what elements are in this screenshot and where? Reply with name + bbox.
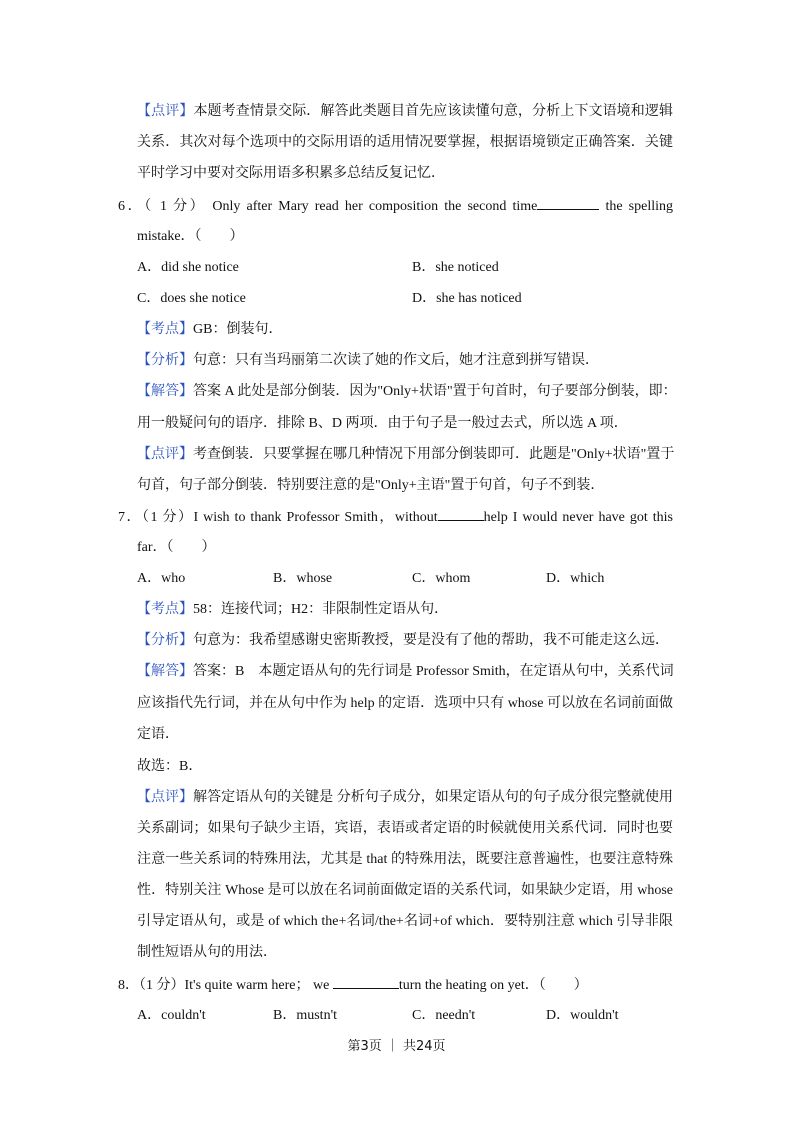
solution: 【解答】答案：B 本题定语从句的先行词是 Professor Smith，在定语从句中，关系代词 (137, 664, 674, 679)
line: 【点评】本题考查情景交际．解答此类题目首先应该读懂句意，分析上下文语境和逻辑 (137, 104, 674, 119)
knowledge-point: 【考点】58：连接代词；H2：非限制性定语从句． (137, 602, 449, 617)
option-a: A．who (137, 571, 186, 586)
solution-cont: 定语． (137, 727, 179, 742)
option-c: C．does she notice (137, 291, 246, 306)
option-a: A．couldn't (137, 1008, 206, 1023)
question-stem-cont: far．（ ） (137, 540, 216, 555)
option-d: D．which (546, 571, 605, 586)
question-stem: 8．（1 分）It's quite warm here； we turn the heating on yet．（ ） (118, 974, 673, 996)
review-cont: 制性短语从句的用法． (137, 945, 277, 960)
question-stem-cont: mistake．（ ） (137, 229, 244, 244)
analysis: 【分析】句意：只有当玛丽第二次读了她的作文后，她才注意到拼写错误． (137, 353, 599, 368)
question-stem: 7．（1 分）I wish to thank Professor Smith，without help I would never have got this (118, 506, 673, 528)
answer-blank (438, 506, 484, 521)
option-b: B．whose (273, 571, 333, 586)
answer-blank (333, 974, 399, 989)
solution-cont: 用一般疑问句的语序．排除 B、D 两项．由于句子是一般过去式，所以选 A 项． (137, 416, 628, 431)
option-b: B．mustn't (273, 1008, 337, 1023)
review-cont: 性．特别关注 Whose 是可以放在名词前面做定语的关系代词，如果缺少定语，用 whose (137, 883, 673, 898)
option-b: B．she noticed (412, 260, 499, 275)
review-cont: 关系副词；如果句子缺少主语，宾语，表语或者定语的时候就使用关系代词．同时也要 (137, 821, 673, 836)
question-stem: 6．（ 1 分） Only after Mary read her composition the second time the spelling (118, 195, 673, 217)
option-c: C．needn't (412, 1008, 476, 1023)
analysis: 【分析】句意为：我希望感谢史密斯教授，要是没有了他的帮助，我不可能走这么远． (137, 633, 669, 648)
option-d: D．wouldn't (546, 1008, 619, 1023)
solution-cont: 应该指代先行词，并在从句中作为 help 的定语．选项中只有 whose 可以放在名词前面做 (137, 696, 673, 711)
option-a: A．did she notice (137, 260, 239, 275)
review: 【点评】解答定语从句的关键是 分析句子成分，如果定语从句的句子成分很完整就使用 (137, 790, 674, 805)
option-d: D．she has noticed (412, 291, 522, 306)
solution: 【解答】答案 A 此处是部分倒装．因为"Only+状语"置于句首时，句子要部分倒装，即： (137, 384, 677, 399)
knowledge-point: 【考点】GB：倒装句． (137, 322, 283, 337)
review-cont: 句首，句子部分倒装．特别要注意的是"Only+主语"置于句首，句子不到装． (137, 478, 605, 493)
answer-blank (537, 195, 599, 210)
review-tag: 【点评】 (137, 104, 194, 119)
line: 平时学习中要对交际用语多积累多总结反复记忆． (137, 166, 445, 181)
review-cont: 引导定语从句，或是 of which the+名词/the+名词+of which．要特别注意 which 引导非限 (137, 914, 673, 929)
answer-choice: 故选：B． (137, 759, 203, 774)
page-footer: 第3页 ｜ 共24页 (347, 1039, 446, 1054)
review: 【点评】考查倒装．只要掌握在哪几种情况下用部分倒装即可．此题是"Only+状语"置于 (137, 447, 675, 462)
line: 关系．其次对每个选项中的交际用语的适用情况要掌握，根据语境锁定正确答案．关键 (137, 135, 673, 150)
option-c: C．whom (412, 571, 471, 586)
review-cont: 注意一些关系词的特殊用法，尤其是 that 的特殊用法，既要注意普遍性，也要注意特殊 (137, 852, 673, 867)
